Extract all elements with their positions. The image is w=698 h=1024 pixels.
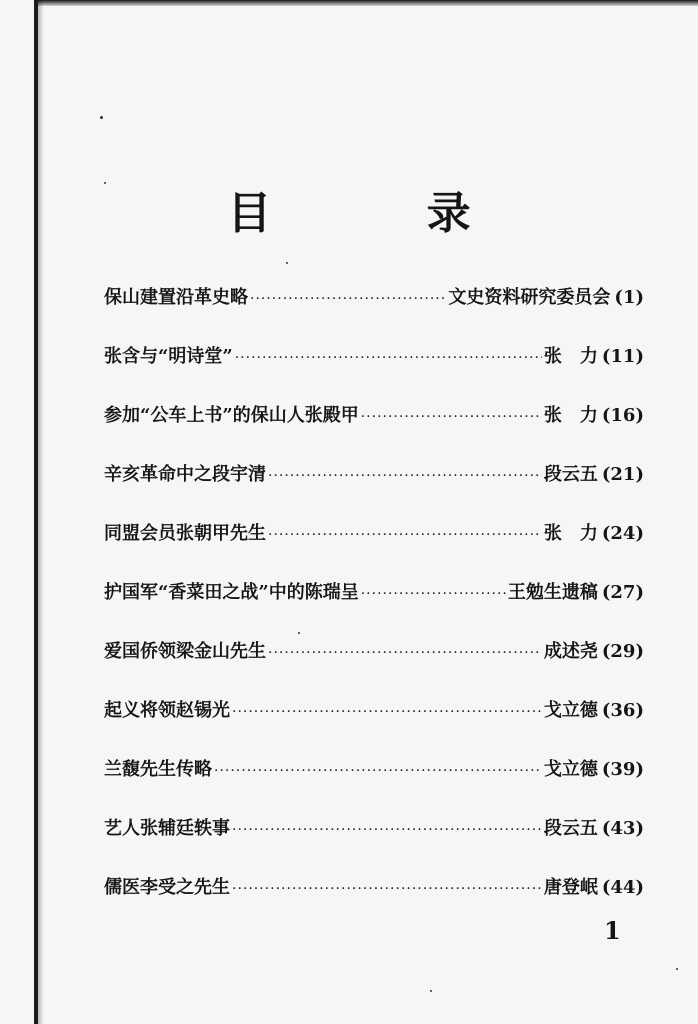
toc-entry (104, 461, 644, 520)
page-number: 27 (610, 582, 636, 603)
entry-title: 爱国侨领梁金山先生 (104, 641, 266, 662)
entry-page (602, 697, 644, 725)
entry-author: 文史资料研究委员会 (448, 287, 611, 308)
page-number: 11 (610, 346, 636, 367)
scan-speck (676, 968, 678, 970)
paren-open: ( (601, 405, 611, 426)
toc-entry (104, 520, 644, 579)
scan-speck (100, 116, 103, 119)
scan-speck (298, 632, 300, 634)
dot-leader (268, 639, 542, 667)
entry-title: 护国军“香菜田之战”中的陈瑞呈 (104, 582, 359, 603)
dot-leader (235, 344, 542, 372)
paren-open: ( (601, 523, 611, 544)
page-number: 24 (610, 523, 636, 544)
entry-author: 戈立德 (543, 700, 598, 721)
paren-open: ( (601, 582, 611, 603)
entry-title: 艺人张辅廷轶事 (104, 818, 230, 839)
scan-speck (286, 262, 288, 264)
paren-open: ( (601, 641, 611, 662)
entry-page (602, 402, 644, 430)
paren-close: ) (635, 641, 644, 662)
paren-open: ( (601, 346, 611, 367)
page-number: 39 (610, 759, 636, 780)
paren-close: ) (635, 346, 644, 367)
dot-leader (232, 816, 542, 844)
paren-close: ) (635, 877, 644, 898)
page-edge-top (38, 0, 698, 6)
entry-author: 唐登岷 (543, 877, 598, 898)
table-of-contents (104, 284, 644, 933)
page-number: 43 (610, 818, 636, 839)
toc-entry (104, 343, 644, 402)
entry-page (602, 461, 644, 489)
entry-page (602, 638, 644, 666)
dot-leader (361, 403, 542, 431)
dot-leader (250, 285, 446, 313)
toc-entry (104, 579, 644, 638)
dot-leader (361, 580, 506, 608)
paren-open: ( (601, 877, 611, 898)
paren-close: ) (635, 287, 644, 308)
toc-entry (104, 638, 644, 697)
page-number: 16 (610, 405, 636, 426)
dot-leader (268, 521, 542, 549)
entry-title: 起义将领赵锡光 (104, 700, 230, 721)
entry-author: 段云五 (543, 464, 598, 485)
entry-title: 儒医李受之先生 (104, 877, 230, 898)
toc-entry (104, 756, 644, 815)
entry-title: 参加“公车上书”的保山人张殿甲 (104, 405, 359, 426)
paren-open: ( (601, 818, 611, 839)
dot-leader (232, 698, 542, 726)
entry-page (602, 520, 644, 548)
entry-author: 戈立德 (543, 759, 598, 780)
dot-leader (268, 462, 542, 490)
entry-page (602, 579, 644, 607)
paren-open: ( (614, 287, 623, 308)
toc-entry (104, 697, 644, 756)
paren-close: ) (635, 464, 644, 485)
page-number: 1 (622, 287, 636, 308)
toc-entry (104, 284, 644, 343)
paren-close: ) (635, 582, 644, 603)
entry-author: 王勉生遗稿 (507, 582, 598, 603)
paren-close: ) (635, 523, 644, 544)
page-number: 29 (610, 641, 636, 662)
scan-speck (104, 182, 106, 184)
entry-title: 辛亥革命中之段宇清 (104, 464, 266, 485)
page-edge-shadow (38, 0, 44, 1024)
paren-open: ( (601, 759, 611, 780)
dot-leader (214, 757, 542, 785)
entry-author: 张 力 (543, 523, 598, 544)
entry-title: 同盟会员张朝甲先生 (104, 523, 266, 544)
entry-title: 兰馥先生传略 (104, 759, 212, 780)
entry-author: 张 力 (543, 405, 598, 426)
entry-page (602, 756, 644, 784)
entry-author: 张 力 (543, 346, 598, 367)
paren-close: ) (635, 818, 644, 839)
paren-close: ) (635, 759, 644, 780)
folio-page-number: 1 (604, 916, 621, 945)
toc-entry (104, 815, 644, 874)
scan-speck (430, 990, 432, 992)
toc-entry (104, 874, 644, 933)
entry-page (602, 874, 644, 902)
entry-author: 成述尧 (543, 641, 598, 662)
entry-page (602, 343, 644, 371)
entry-page (614, 284, 644, 312)
paren-open: ( (601, 464, 611, 485)
entry-page (602, 815, 644, 843)
entry-title: 保山建置沿革史略 (104, 287, 248, 308)
page-number: 36 (610, 700, 636, 721)
page-number: 44 (610, 877, 636, 898)
entry-author: 段云五 (543, 818, 598, 839)
entry-title: 张含与“明诗堂” (104, 346, 233, 367)
paren-close: ) (635, 700, 644, 721)
paren-open: ( (601, 700, 611, 721)
toc-entry (104, 402, 644, 461)
page-title: 目 录 (227, 188, 541, 239)
dot-leader (232, 875, 542, 903)
paren-close: ) (635, 405, 644, 426)
page-number: 21 (610, 464, 636, 485)
